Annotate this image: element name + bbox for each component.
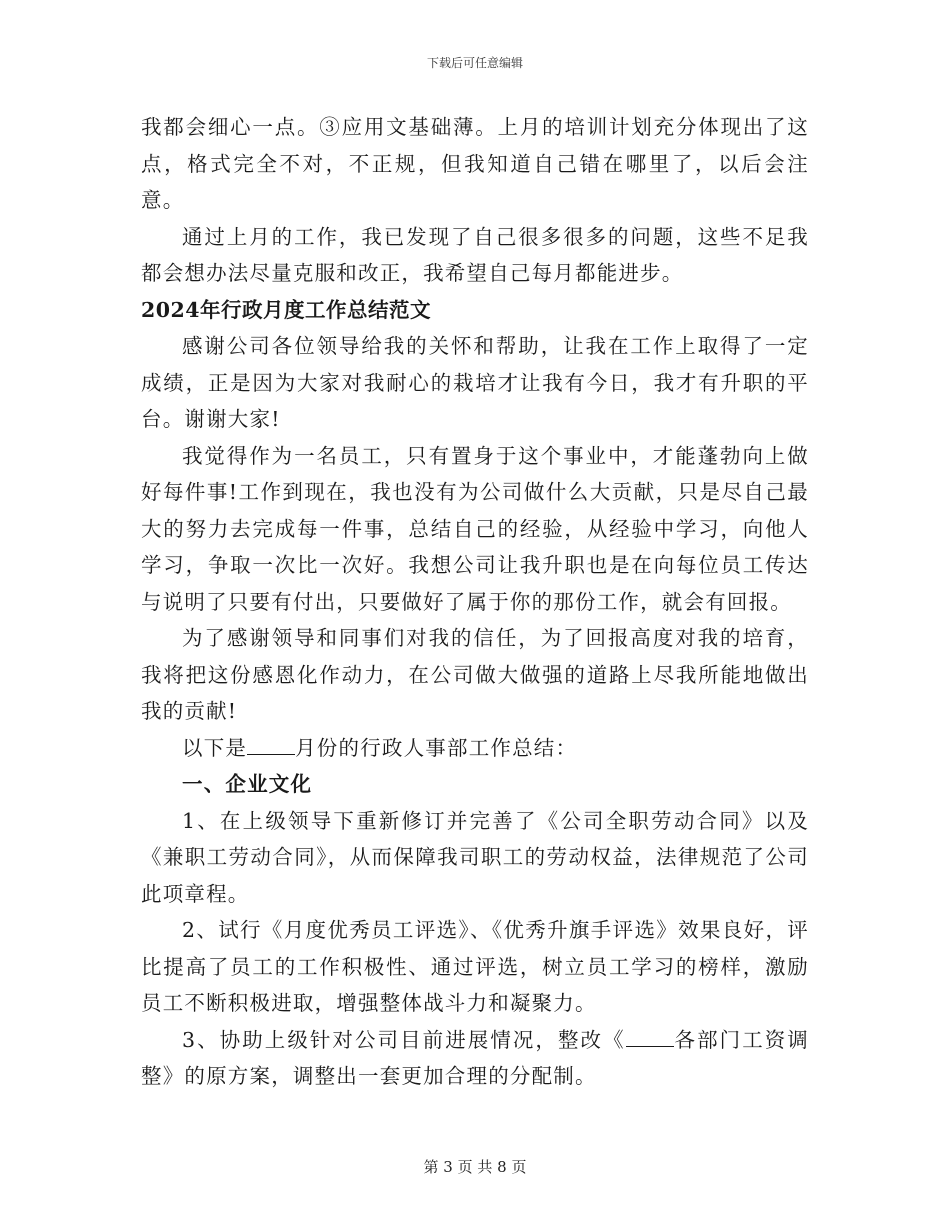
list-item-salary (141, 1022, 809, 1095)
document-body (141, 109, 809, 1095)
paragraph-continued: 我都会细心一点。③应用文基础薄。上月的培训计划充分体现出了这点，格式完全不对，不正规，但我知道自己错在哪里了，以后会注意。 (141, 115, 809, 212)
intro-text-after: 月份的行政人事部工作总结： (295, 735, 578, 760)
intro-text-before: 以下是 (182, 735, 248, 760)
list-item-contracts: 1、在上级领导下重新修订并完善了《公司全职劳动合同》以及《兼职工劳动合同》，从而保障我司职工的劳动权益，法律规范了公司此项章程。 (141, 808, 809, 906)
section-heading-culture: 一、企业文化 (182, 772, 313, 796)
paragraph-intro (141, 730, 809, 767)
article-title: 2024年行政月度工作总结范文 (141, 297, 432, 322)
salary-text-before: 3、协助上级针对公司目前进展情况，整改《 (182, 1027, 626, 1052)
blank-line (247, 736, 295, 755)
paragraph-problems: 通过上月的工作，我已发现了自己很多很多的问题，这些不足我都会想办法尽量克服和改正，我希望自己每月都能进步。 (141, 224, 809, 285)
paragraph-thanks: 感谢公司各位领导给我的关怀和帮助，让我在工作上取得了一定成绩，正是因为大家对我耐心的栽培才让我有今日，我才有升职的平台。谢谢大家! (141, 334, 809, 431)
paragraph-gratitude: 为了感谢领导和同事们对我的信任，为了回报高度对我的培育，我将把这份感恩化作动力，在公司做大做强的道路上尽我所能地做出我的贡献! (141, 626, 809, 723)
blank-line (626, 1028, 674, 1047)
salary-text-after: 各部门工资调整》的原方案，调整出一套更加合理的分配制。 (141, 1027, 810, 1088)
page-footer: 第 3 页 共 8 页 (423, 1158, 527, 1176)
header-note: 下载后可任意编辑 (426, 56, 523, 70)
list-item-evaluation: 2、试行《月度优秀员工评选》、《优秀升旗手评选》效果良好，评比提高了员工的工作积极性、通过评选，树立员工学习的榜样，激励员工不断积极进取，增强整体战斗力和凝聚力。 (141, 918, 809, 1015)
paragraph-employee: 我觉得作为一名员工，只有置身于这个事业中，才能蓬勃向上做好每件事!工作到现在，我也没有为公司做什么大贡献，只是尽自己最大的努力去完成每一件事，总结自己的经验，从经验中学习，向他人学习，争取一次比一次好。我想公司让我升职也是在向每位员工传达与说明了只要有付出，只要做好了属于你的那份工作，就会有回报。 (141, 443, 809, 614)
